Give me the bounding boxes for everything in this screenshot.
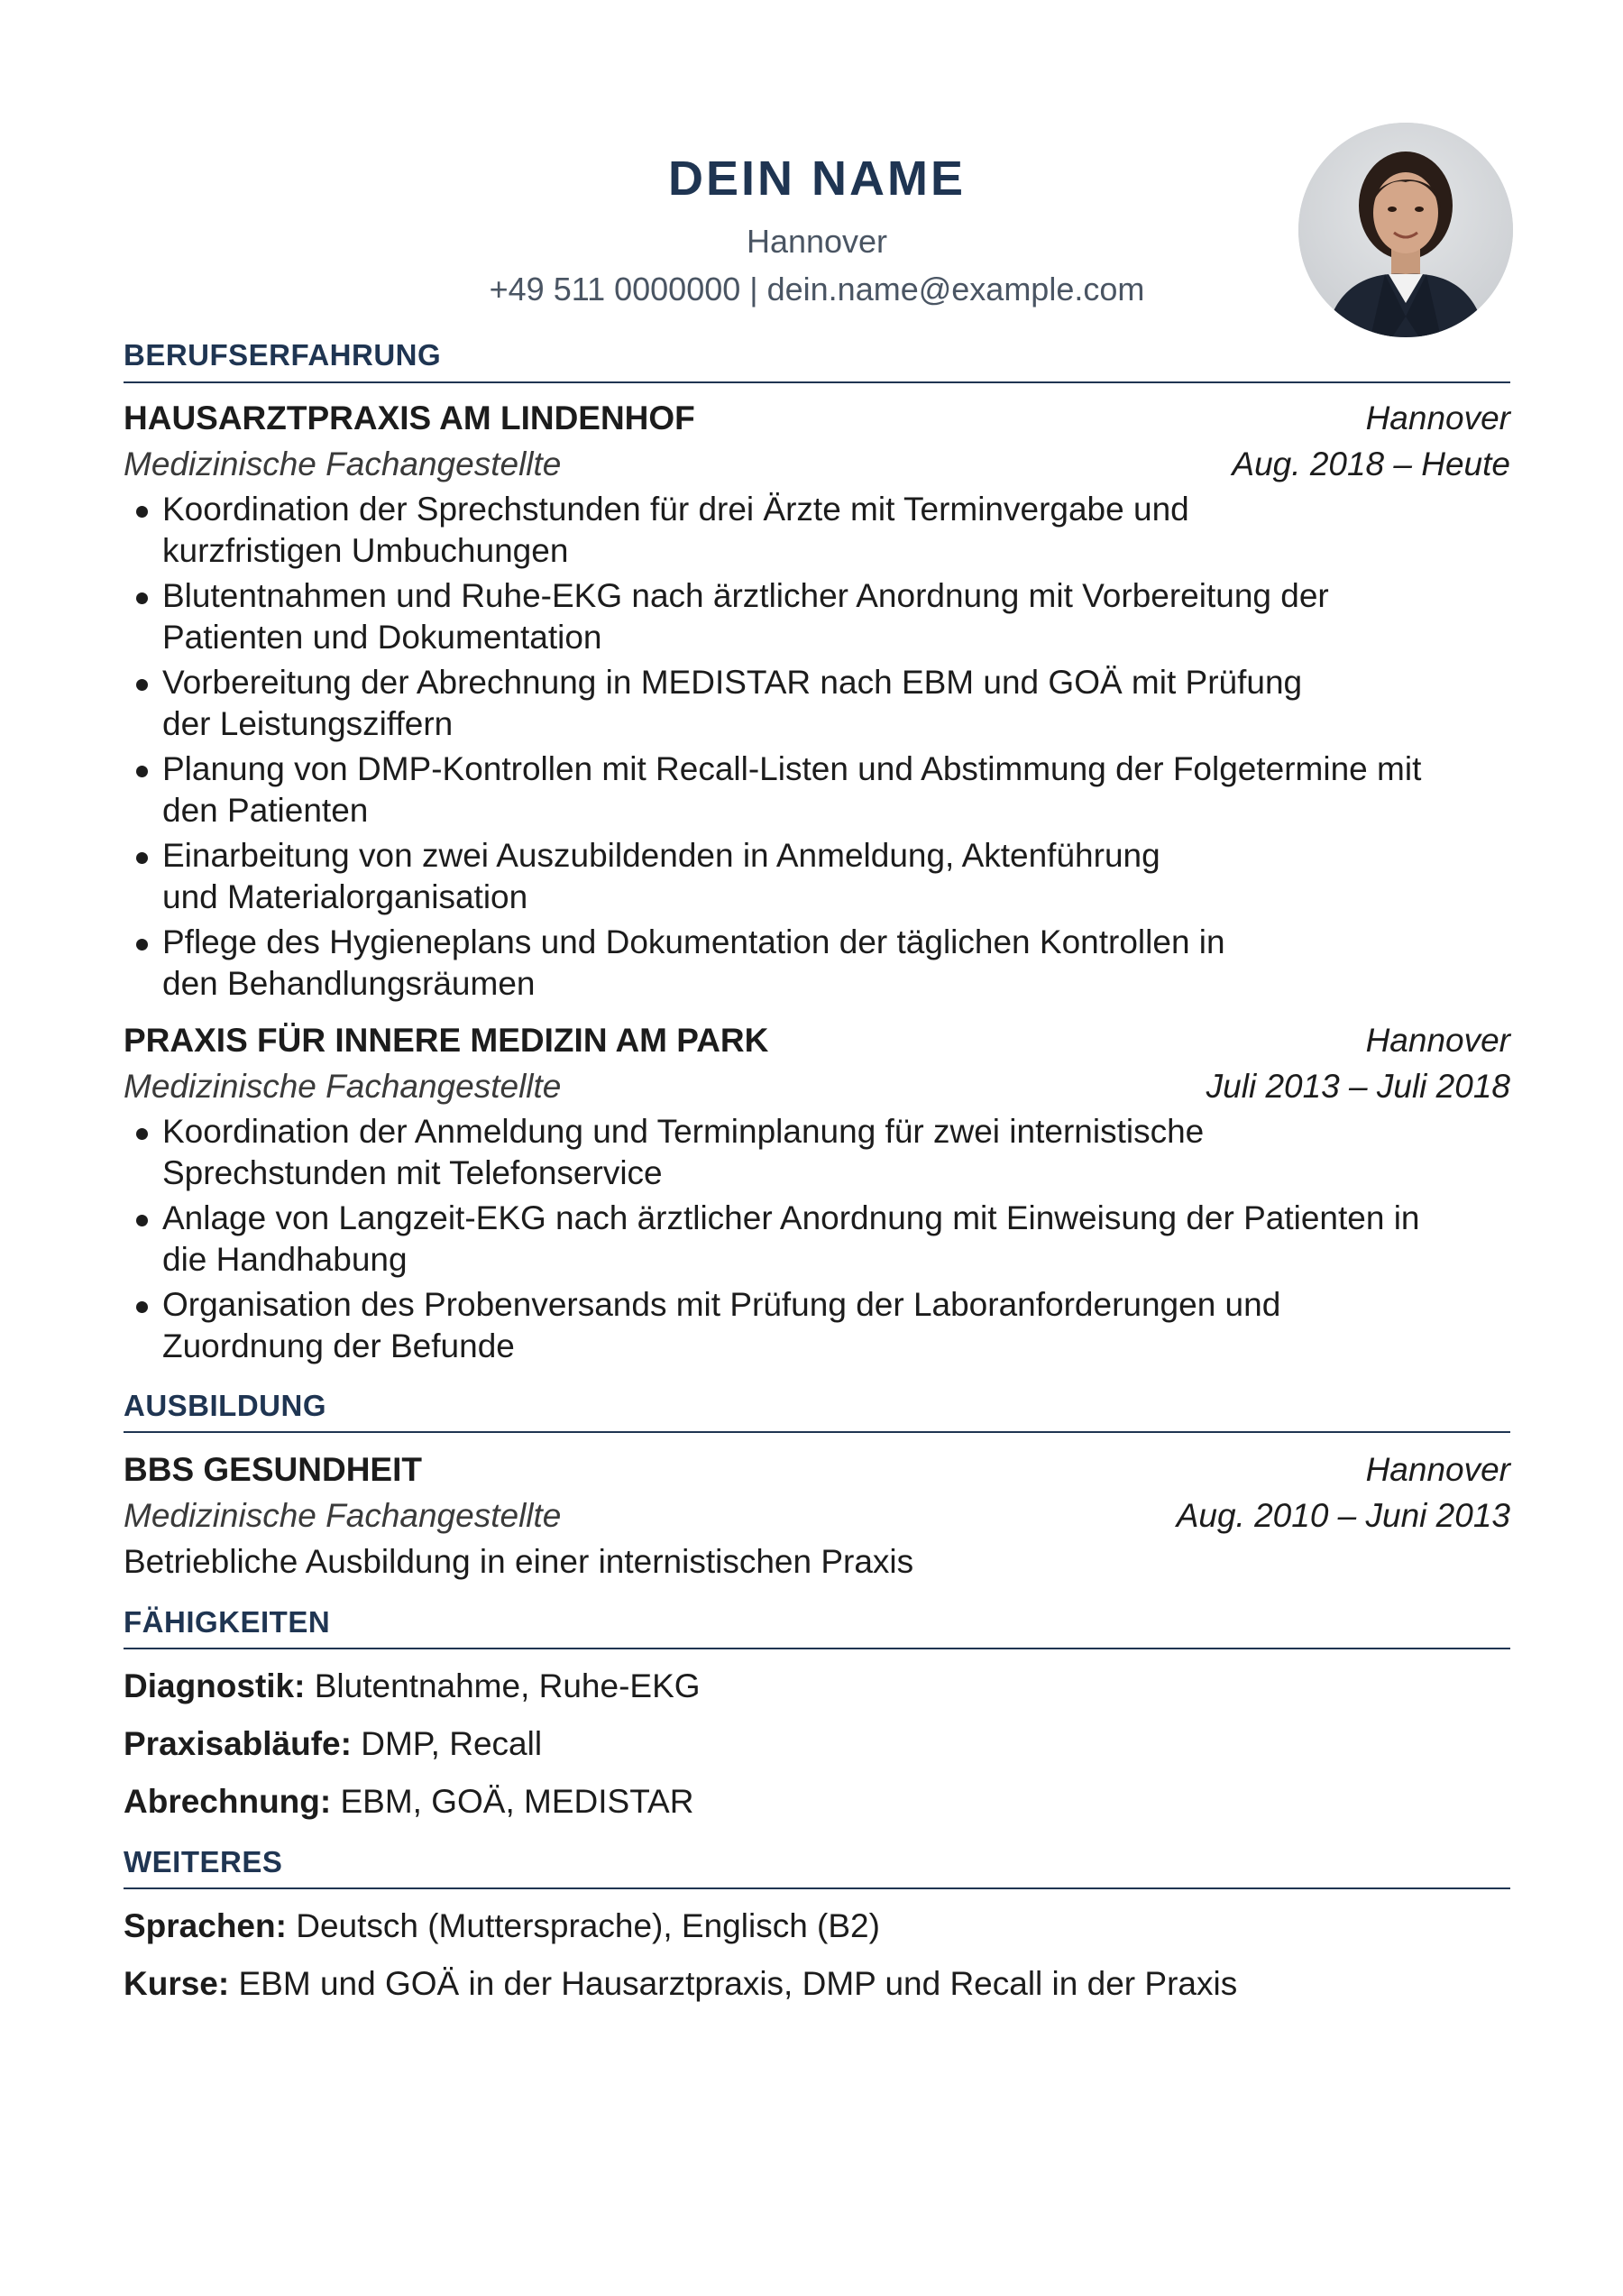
skill-value: DMP, Recall [351,1725,543,1762]
bullet-icon [136,592,148,604]
list-item: Einarbeitung von zwei Auszubildenden in Anmeldung, Aktenführung und Materialorganisation [124,835,1510,918]
bullet-icon [136,1128,148,1140]
job-bullets-2 [124,1111,1510,1371]
list-item: Planung von DMP-Kontrollen mit Recall-Listen und Abstimmung der Folgetermine mit den Patienten [124,748,1510,831]
section-title-education: AUSBILDUNG [124,1389,326,1422]
bullet-icon [136,766,148,777]
person-name: DEIN NAME [667,152,966,206]
education-dates: Aug. 2010 – Juni 2013 [1176,1497,1510,1534]
bullet-icon [136,506,148,518]
skill-row [124,1722,1510,1766]
resume-page [124,0,1510,2002]
job-organization: PRAXIS FÜR INNERE MEDIZIN AM PARK [124,1022,769,1059]
job-organization: HAUSARZTPRAXIS AM LINDENHOF [124,400,695,436]
more-row [124,1962,1510,2006]
section-title-experience: BERUFSERFAHRUNG [124,338,442,372]
job-location: Hannover [1365,1022,1510,1059]
section-divider [124,381,1510,383]
person-city: Hannover [746,223,888,260]
bullet-icon [136,1215,148,1226]
education-organization: BBS GESUNDHEIT [124,1451,422,1488]
list-item: Koordination der Anmeldung und Terminplanung für zwei internistische Sprechstunden mit Telefonservice [124,1111,1510,1194]
more-label: Sprachen: [124,1907,287,1944]
section-divider [124,1431,1510,1433]
skill-row [124,1780,1510,1823]
person-contact: +49 511 0000000 | dein.name@example.com [489,271,1145,308]
list-item: Anlage von Langzeit-EKG nach ärztlicher Anordnung mit Einweisung der Patienten in die Handhabung [124,1198,1510,1281]
resume-header [124,0,1510,343]
skill-value: EBM, GOÄ, MEDISTAR [331,1783,694,1820]
skill-label: Abrechnung: [124,1783,332,1820]
section-title-more: WEITERES [124,1845,283,1878]
job-role: Medizinische Fachangestellte [124,445,562,482]
job-dates: Aug. 2018 – Heute [1232,445,1510,482]
list-item: Koordination der Sprechstunden für drei Ärzte mit Terminvergabe und kurzfristigen Umbuchungen [124,489,1510,572]
more-label: Kurse: [124,1965,230,2002]
bullet-icon [136,1301,148,1313]
more-value: Deutsch (Muttersprache), Englisch (B2) [286,1907,880,1944]
list-item: Pflege des Hygieneplans und Dokumentation der täglichen Kontrollen in den Behandlungsräumen [124,922,1510,1005]
education-description: Betriebliche Ausbildung in einer internistischen Praxis [124,1543,914,1580]
skill-value: Blutentnahme, Ruhe-EKG [305,1667,701,1704]
skill-label: Praxisabläufe: [124,1725,352,1762]
job-header-1 [124,397,1510,440]
job-dates: Juli 2013 – Juli 2018 [1206,1068,1510,1105]
job-subheader-2 [124,1065,1510,1108]
job-header-2 [124,1019,1510,1062]
list-item: Vorbereitung der Abrechnung in MEDISTAR nach EBM und GOÄ mit Prüfung der Leistungsziffern [124,662,1510,745]
job-subheader-1 [124,443,1510,486]
education-location: Hannover [1365,1451,1510,1488]
skill-row [124,1665,1510,1708]
skill-label: Diagnostik: [124,1667,306,1704]
education-header [124,1448,1510,1492]
education-subheader [124,1494,1510,1538]
section-title-skills: FÄHIGKEITEN [124,1605,331,1639]
portrait-icon [1298,123,1513,337]
more-value: EBM und GOÄ in der Hausarztpraxis, DMP und Recall in der Praxis [229,1965,1238,2002]
section-divider [124,1887,1510,1889]
job-location: Hannover [1365,400,1510,436]
more-row [124,1905,1510,1948]
job-role: Medizinische Fachangestellte [124,1068,562,1105]
bullet-icon [136,939,148,951]
list-item: Blutentnahmen und Ruhe-EKG nach ärztlicher Anordnung mit Vorbereitung der Patienten und Dokumentation [124,575,1510,658]
bullet-icon [136,852,148,864]
job-bullets-1 [124,489,1510,1008]
bullet-icon [136,679,148,691]
portrait-photo [1298,123,1513,337]
education-role: Medizinische Fachangestellte [124,1497,562,1534]
list-item: Organisation des Probenversands mit Prüfung der Laboranforderungen und Zuordnung der Befunde [124,1284,1510,1367]
section-divider [124,1648,1510,1649]
